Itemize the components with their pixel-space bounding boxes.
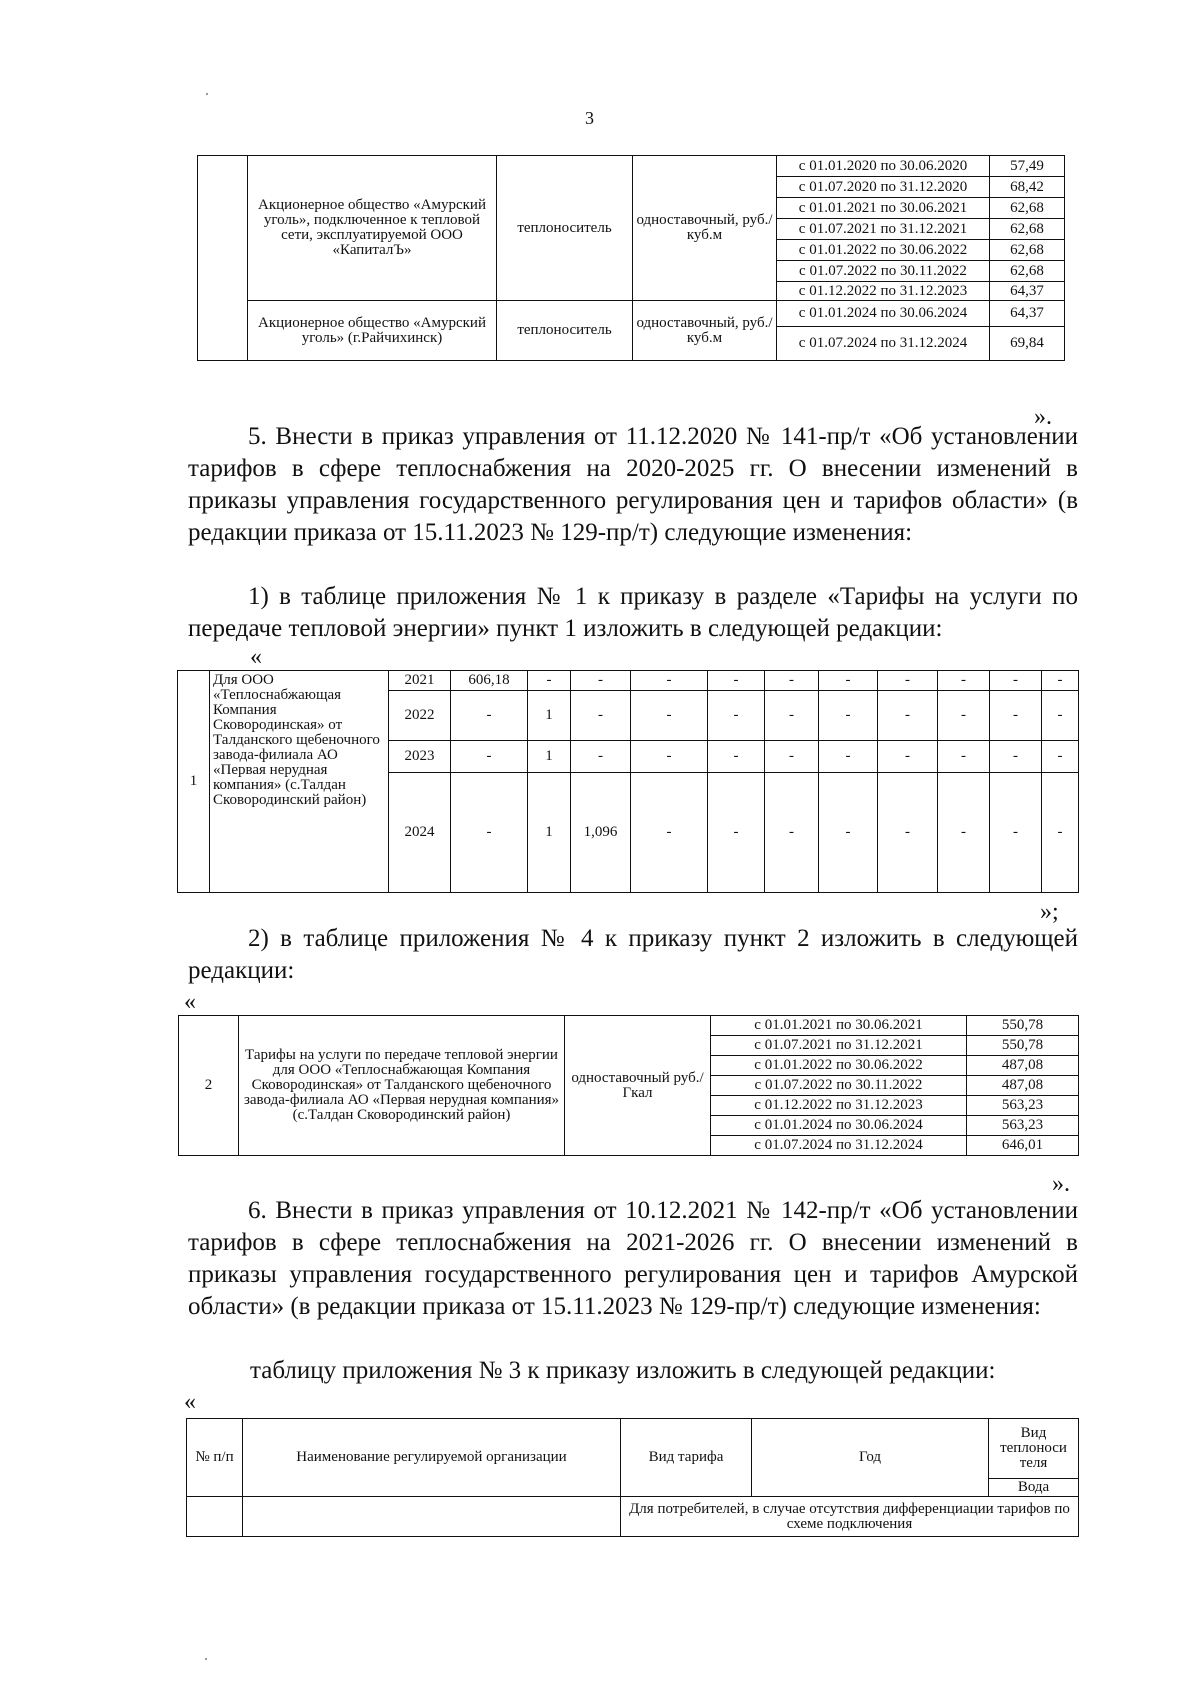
cell: 1 (528, 741, 571, 773)
cell: - (1042, 773, 1079, 893)
tariff-table-transfer-services (177, 670, 1079, 893)
cell: 1 (528, 691, 571, 741)
value: 487,08 (967, 1056, 1079, 1076)
cell: 1,096 (571, 773, 631, 893)
row-number-cell (198, 156, 248, 361)
cell: - (451, 773, 528, 893)
period: с 01.07.2022 по 30.11.2022 (711, 1076, 967, 1096)
cell: - (1042, 691, 1079, 741)
cell: - (1042, 671, 1079, 691)
value: 646,01 (967, 1136, 1079, 1156)
cell: - (878, 773, 938, 893)
value: 62,68 (990, 240, 1065, 261)
org-name: Тарифы на услуги по передаче тепловой энергии для ООО «Теплоснабжающая Компания Сковородинская» от Талданского щебеночного завода-филиала АО «Первая нерудная компания» (с.Талдан Сковородинский район) (239, 1016, 565, 1156)
cell: - (990, 691, 1042, 741)
open-quote: « (184, 1389, 196, 1415)
period: с 01.01.2024 по 30.06.2024 (777, 301, 990, 327)
cell: - (765, 671, 819, 691)
cell: - (451, 691, 528, 741)
period: с 01.07.2024 по 31.12.2024 (711, 1136, 967, 1156)
cell: - (631, 773, 708, 893)
row-number: 2 (179, 1016, 239, 1156)
org-name: Акционерное общество «Амурский уголь» (г.Райчихинск) (248, 301, 497, 361)
tariff-type: одноставочный, руб./куб.м (633, 301, 777, 361)
cell: - (571, 741, 631, 773)
cell: - (938, 671, 990, 691)
period: с 01.01.2022 по 30.06.2022 (711, 1056, 967, 1076)
tariff-kind: теплоноситель (497, 301, 633, 361)
period: с 01.07.2024 по 31.12.2024 (777, 327, 990, 361)
cell: - (631, 671, 708, 691)
value: 62,68 (990, 261, 1065, 282)
period: с 01.07.2022 по 30.11.2022 (777, 261, 990, 282)
cell: - (990, 773, 1042, 893)
value: 550,78 (967, 1036, 1079, 1056)
header-year: Год (752, 1419, 989, 1497)
tariff-kind: теплоноситель (497, 156, 633, 301)
section-5-item-1: 1) в таблице приложения № 1 к приказу в разделе «Тарифы на услуги по передаче тепловой энергии» пункт 1 изложить в следующей редакции: (188, 583, 1078, 642)
value: 68,42 (990, 177, 1065, 198)
period: с 01.07.2020 по 31.12.2020 (777, 177, 990, 198)
cell: 606,18 (451, 671, 528, 691)
section-5-paragraph: 5. Внести в приказ управления от 11.12.2020 № 141-пр/т «Об установлении тарифов в сфере теплоснабжения на 2020-2025 гг. О внесении изменений в приказы управления государственного регулирования цен и тарифов области» (в редакции приказа от 15.11.2023 № 129-пр/т) следующие изменения: (188, 423, 1078, 546)
cell: - (819, 773, 878, 893)
section-5-item-2: 2) в таблице приложения № 4 к приказу пункт 2 изложить в следующей редакции: (188, 925, 1078, 984)
cell: - (571, 671, 631, 691)
tariff-type: одноставочный руб./Гкал (565, 1016, 711, 1156)
cell: - (878, 691, 938, 741)
cell: - (631, 741, 708, 773)
cell: - (708, 671, 765, 691)
header-number: № п/п (187, 1419, 243, 1497)
period: с 01.01.2021 по 30.06.2021 (777, 198, 990, 219)
scan-speck (206, 93, 208, 95)
value: 62,68 (990, 198, 1065, 219)
value: 550,78 (967, 1016, 1079, 1036)
empty-cell (243, 1497, 621, 1537)
cell: - (819, 741, 878, 773)
consumer-subheader: Для потребителей, в случае отсутствия дифференциации тарифов по схеме подключения (621, 1497, 1079, 1537)
tariff-table-transfer-rates (178, 1015, 1079, 1156)
cell: - (631, 691, 708, 741)
scan-speck (205, 1658, 207, 1660)
value: 57,49 (990, 156, 1065, 177)
value: 487,08 (967, 1076, 1079, 1096)
value: 69,84 (990, 327, 1065, 361)
cell: - (708, 691, 765, 741)
cell: - (878, 671, 938, 691)
cell: - (708, 741, 765, 773)
tariff-table-heat-carrier (197, 155, 1065, 361)
section-6-item: таблицу приложения № 3 к приказу изложить в следующей редакции: (250, 1357, 996, 1384)
tariff-table-header (186, 1418, 1079, 1537)
cell: - (708, 773, 765, 893)
cell: - (938, 773, 990, 893)
org-name: Для ООО «Теплоснабжающая Компания Сковородинская» от Талданского щебеночного завода-филиала АО «Первая нерудная компания» (с.Талдан Сковородинский район) (210, 671, 389, 893)
value: 64,37 (990, 301, 1065, 327)
cell: - (990, 671, 1042, 691)
period: с 01.01.2021 по 30.06.2021 (711, 1016, 967, 1036)
year: 2024 (389, 773, 451, 893)
period: с 01.07.2021 по 31.12.2021 (777, 219, 990, 240)
close-quote: »; (1040, 899, 1059, 925)
value: 563,23 (967, 1116, 1079, 1136)
header-tariff-type: Вид тарифа (621, 1419, 752, 1497)
cell: - (1042, 741, 1079, 773)
cell: - (571, 691, 631, 741)
cell: - (451, 741, 528, 773)
period: с 01.01.2020 по 30.06.2020 (777, 156, 990, 177)
cell: 1 (528, 773, 571, 893)
close-quote: ». (1034, 404, 1052, 430)
year: 2021 (389, 671, 451, 691)
header-org: Наименование регулируемой организации (243, 1419, 621, 1497)
cell: - (990, 741, 1042, 773)
page-number: 3 (585, 108, 594, 128)
section-6-paragraph: 6. Внести в приказ управления от 10.12.2021 № 142-пр/т «Об установлении тарифов в сфере теплоснабжения на 2021-2026 гг. О внесении изменений в приказы управления государственного регулирования цен и тарифов Амурской области» (в редакции приказа от 15.11.2023 № 129-пр/т) следующие изменения: (188, 1197, 1078, 1320)
value: 62,68 (990, 219, 1065, 240)
cell: - (938, 691, 990, 741)
cell: - (765, 741, 819, 773)
period: с 01.12.2022 по 31.12.2023 (711, 1096, 967, 1116)
cell: - (819, 671, 878, 691)
cell: - (765, 773, 819, 893)
period: с 01.01.2024 по 30.06.2024 (711, 1116, 967, 1136)
period: с 01.01.2022 по 30.06.2022 (777, 240, 990, 261)
org-name: Акционерное общество «Амурский уголь», подключенное к тепловой сети, эксплуатируемой ООО «КапиталЪ» (248, 156, 497, 301)
row-number: 1 (178, 671, 210, 893)
value: 563,23 (967, 1096, 1079, 1116)
value: 64,37 (990, 282, 1065, 301)
cell: - (819, 691, 878, 741)
cell: - (528, 671, 571, 691)
open-quote: « (184, 989, 196, 1015)
header-water: Вода (989, 1479, 1079, 1497)
open-quote: « (250, 644, 262, 670)
cell: - (765, 691, 819, 741)
close-quote: ». (1052, 1171, 1070, 1197)
period: с 01.07.2021 по 31.12.2021 (711, 1036, 967, 1056)
tariff-type: одноставочный, руб./куб.м (633, 156, 777, 301)
empty-cell (187, 1497, 243, 1537)
period: с 01.12.2022 по 31.12.2023 (777, 282, 990, 301)
header-heat-carrier-kind: Вид теплоноси теля (989, 1419, 1079, 1479)
cell: - (938, 741, 990, 773)
cell: - (878, 741, 938, 773)
year: 2022 (389, 691, 451, 741)
year: 2023 (389, 741, 451, 773)
